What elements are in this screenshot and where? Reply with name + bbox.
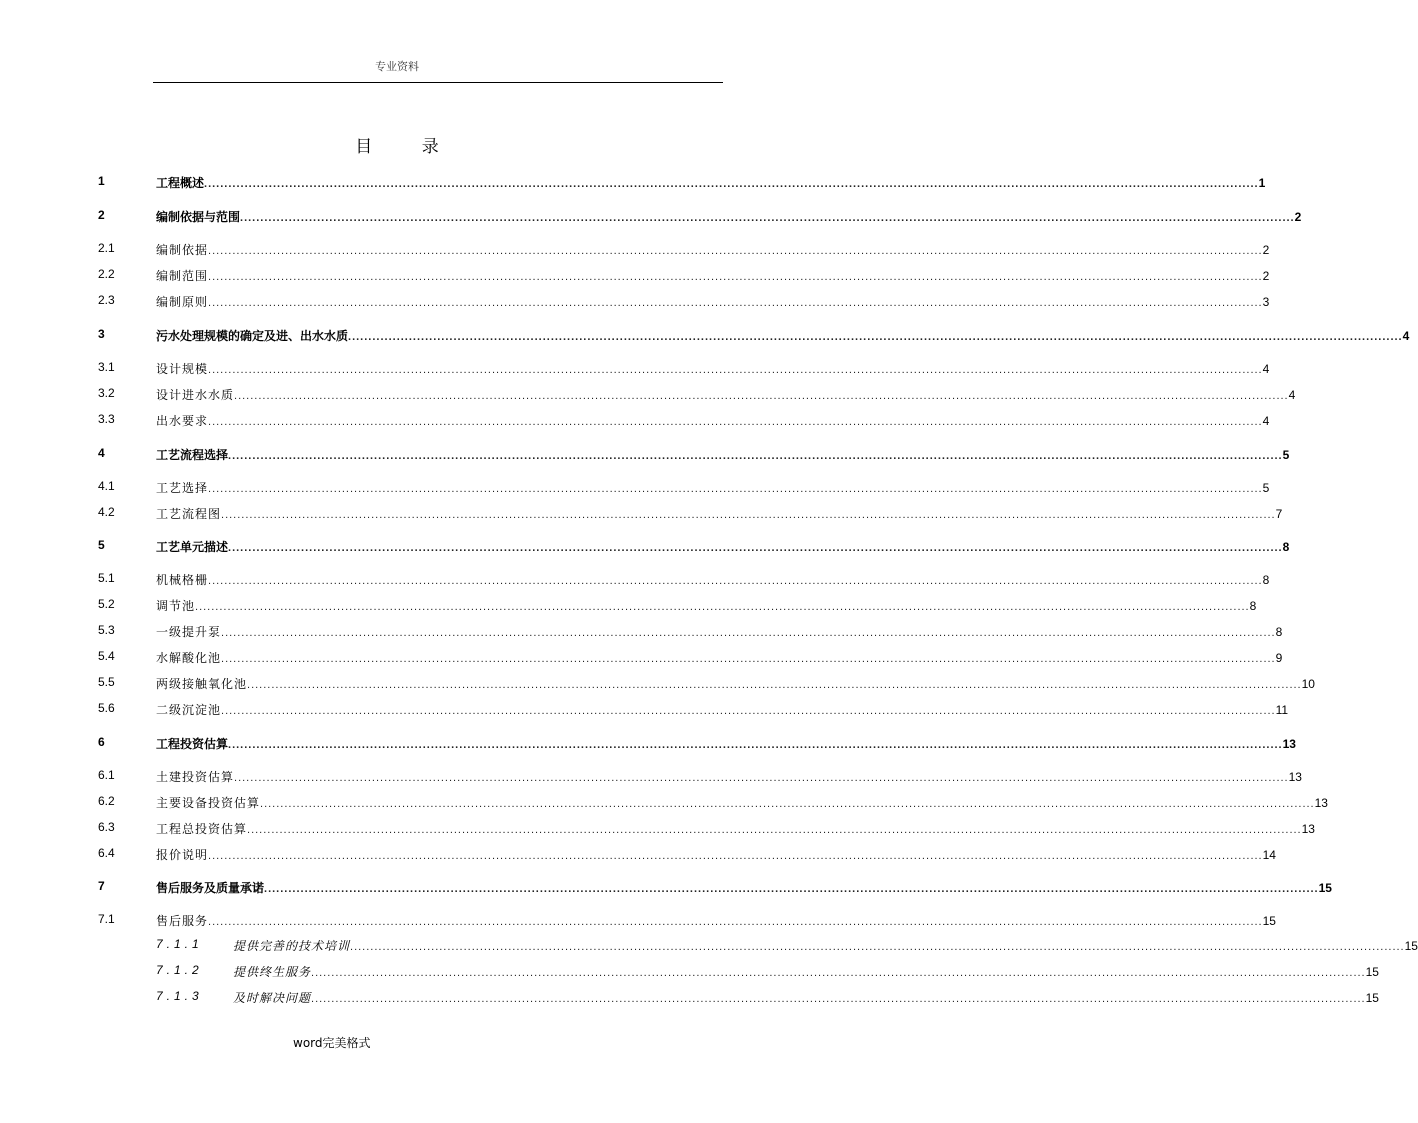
toc-entry-line	[233, 963, 1379, 980]
toc-entry[interactable]	[0, 675, 1315, 693]
toc-entry-number: 6.4	[98, 846, 115, 860]
toc-entry-number: 4.2	[98, 505, 115, 519]
toc-entry-number: 7.1.3	[156, 989, 203, 1003]
toc-entry[interactable]	[0, 912, 1276, 930]
toc-entry[interactable]	[0, 623, 1283, 641]
toc-dot-leader: ....................................................................................................................................................................................................................................................................	[311, 993, 1366, 1005]
toc-entry-line	[156, 649, 1283, 666]
toc-dot-leader: ....................................................................................................................................................................................................................................................................	[350, 941, 1405, 953]
toc-entry-page: 10	[1301, 677, 1315, 691]
toc-entry[interactable]	[0, 327, 1410, 345]
toc-dot-leader: ....................................................................................................................................................................................................................................................................	[221, 705, 1276, 717]
toc-entry-number: 5.4	[98, 649, 115, 663]
toc-dot-leader: ....................................................................................................................................................................................................................................................................	[234, 772, 1289, 784]
toc-entry-number: 7.1.2	[156, 963, 203, 977]
toc-entry-page: 4	[1262, 414, 1270, 428]
toc-entry-line	[156, 267, 1270, 284]
toc-entry[interactable]	[0, 267, 1270, 285]
toc-entry-label: 及时解决问题	[233, 991, 312, 1005]
toc-entry-page: 13	[1314, 796, 1328, 810]
toc-entry-label: 工程总投资估算	[156, 822, 248, 836]
toc-entry-label: 机械格栅	[156, 573, 209, 587]
toc-entry-page: 15	[1365, 965, 1379, 979]
page-footer: word完美格式	[293, 1036, 371, 1050]
toc-title: 目 录	[355, 137, 461, 157]
toc-entry-line	[156, 768, 1302, 785]
toc-entry-page: 13	[1288, 770, 1302, 784]
toc-entry-line	[156, 386, 1296, 403]
toc-entry[interactable]	[0, 446, 1290, 464]
toc-dot-leader: ....................................................................................................................................................................................................................................................................	[311, 967, 1366, 979]
toc-entry[interactable]	[0, 505, 1283, 523]
toc-entry-label: 出水要求	[156, 414, 209, 428]
toc-entry-page: 15	[1262, 914, 1276, 928]
toc-entry-page: 8	[1275, 625, 1283, 639]
toc-entry-number: 2.2	[98, 267, 115, 281]
toc-entry[interactable]	[0, 879, 1332, 897]
toc-entry[interactable]	[0, 701, 1289, 719]
toc-entry-label: 售后服务及质量承诺	[156, 881, 265, 895]
toc-entry-label: 工艺选择	[156, 481, 209, 495]
toc-entry-number: 5.2	[98, 597, 115, 611]
toc-entry[interactable]	[0, 479, 1270, 497]
toc-entry-page: 4	[1288, 388, 1296, 402]
toc-entry-line	[156, 241, 1270, 258]
toc-entry-line	[233, 989, 1379, 1006]
toc-dot-leader: ....................................................................................................................................................................................................................................................................	[208, 245, 1263, 257]
toc-entry-line	[156, 701, 1289, 718]
toc-entry[interactable]	[0, 538, 1290, 556]
toc-entry-line	[156, 479, 1270, 496]
toc-entry[interactable]	[0, 412, 1270, 430]
toc-entry-number: 7.1	[98, 912, 115, 926]
toc-dot-leader: ....................................................................................................................................................................................................................................................................	[208, 416, 1263, 428]
toc-entry[interactable]	[0, 989, 1379, 1007]
toc-entry-label: 主要设备投资估算	[156, 796, 261, 810]
toc-entry-line	[156, 505, 1283, 522]
toc-entry-label: 编制范围	[156, 269, 209, 283]
toc-dot-leader: ....................................................................................................................................................................................................................................................................	[208, 297, 1263, 309]
toc-entry-label: 土建投资估算	[156, 770, 235, 784]
toc-dot-leader: ....................................................................................................................................................................................................................................................................	[228, 450, 1283, 462]
toc-entry-page: 13	[1301, 822, 1315, 836]
toc-entry-page: 15	[1404, 939, 1418, 953]
toc-entry-page: 15	[1318, 881, 1332, 895]
toc-entry-line	[156, 174, 1266, 191]
toc-entry-label: 编制原则	[156, 295, 209, 309]
toc-entry-label: 水解酸化池	[156, 651, 222, 665]
toc-entry-page: 8	[1249, 599, 1257, 613]
toc-entry[interactable]	[0, 360, 1270, 378]
toc-entry-label: 编制依据与范围	[156, 210, 241, 224]
toc-entry-line	[156, 879, 1332, 896]
toc-dot-leader: ....................................................................................................................................................................................................................................................................	[348, 331, 1403, 343]
toc-entry-number: 5.3	[98, 623, 115, 637]
toc-entry[interactable]	[0, 174, 1266, 192]
toc-dot-leader: ....................................................................................................................................................................................................................................................................	[208, 364, 1263, 376]
toc-entry[interactable]	[0, 820, 1315, 838]
toc-entry[interactable]	[0, 386, 1296, 404]
toc-entry-page: 7	[1275, 507, 1283, 521]
toc-entry-number: 7	[98, 879, 105, 893]
toc-dot-leader: ....................................................................................................................................................................................................................................................................	[208, 850, 1263, 862]
toc-dot-leader: ....................................................................................................................................................................................................................................................................	[208, 271, 1263, 283]
toc-dot-leader: ....................................................................................................................................................................................................................................................................	[260, 798, 1315, 810]
toc-dot-leader: ....................................................................................................................................................................................................................................................................	[228, 739, 1283, 751]
toc-entry-page: 9	[1275, 651, 1283, 665]
toc-entry-label: 售后服务	[156, 914, 209, 928]
toc-entry-page: 2	[1262, 243, 1270, 257]
toc-entry-line	[156, 327, 1410, 344]
toc-dot-leader: ....................................................................................................................................................................................................................................................................	[221, 627, 1276, 639]
toc-entry-line	[156, 912, 1276, 929]
toc-entry[interactable]	[0, 794, 1328, 812]
toc-entry[interactable]	[0, 293, 1270, 311]
toc-entry-number: 7.1.1	[156, 937, 203, 951]
toc-entry-number: 5.6	[98, 701, 115, 715]
toc-entry-line	[156, 597, 1257, 614]
toc-entry-number: 2.3	[98, 293, 115, 307]
toc-entry-label: 两级接触氧化池	[156, 677, 248, 691]
toc-entry-line	[156, 794, 1328, 811]
toc-entry-page: 3	[1262, 295, 1270, 309]
toc-entry-label: 工程概述	[156, 176, 205, 190]
toc-dot-leader: ....................................................................................................................................................................................................................................................................	[240, 212, 1295, 224]
toc-entry-number: 4.1	[98, 479, 115, 493]
toc-entry[interactable]	[0, 571, 1270, 589]
toc-entry-label: 工艺流程图	[156, 507, 222, 521]
toc-entry[interactable]	[0, 597, 1257, 615]
toc-entry-number: 3	[98, 327, 105, 341]
toc-entry-page: 5	[1262, 481, 1270, 495]
toc-entry-label: 提供终生服务	[233, 965, 312, 979]
toc-dot-leader: ....................................................................................................................................................................................................................................................................	[204, 178, 1259, 190]
toc-entry-line	[156, 293, 1270, 310]
toc-entry-line	[156, 208, 1302, 225]
toc-entry-label: 调节池	[156, 599, 196, 613]
toc-entry-number: 6.2	[98, 794, 115, 808]
toc-entry-number: 5.5	[98, 675, 115, 689]
toc-entry-line	[156, 735, 1296, 752]
toc-entry[interactable]	[0, 846, 1276, 864]
toc-entry[interactable]	[0, 241, 1270, 259]
toc-dot-leader: ....................................................................................................................................................................................................................................................................	[208, 916, 1263, 928]
toc-entry-number: 5.1	[98, 571, 115, 585]
toc-entry-number: 3.1	[98, 360, 115, 374]
toc-entry-label: 一级提升泵	[156, 625, 222, 639]
toc-entry-label: 设计规模	[156, 362, 209, 376]
toc-entry-label: 提供完善的技术培训	[233, 939, 351, 953]
toc-entry-page: 2	[1262, 269, 1270, 283]
toc-entry-number: 6	[98, 735, 105, 749]
toc-entry-label: 工程投资估算	[156, 737, 229, 751]
toc-dot-leader: ....................................................................................................................................................................................................................................................................	[228, 542, 1283, 554]
toc-entry-label: 污水处理规模的确定及进、出水水质	[156, 329, 349, 343]
toc-dot-leader: ....................................................................................................................................................................................................................................................................	[247, 824, 1302, 836]
toc-dot-leader: ....................................................................................................................................................................................................................................................................	[234, 390, 1289, 402]
toc-entry-line	[156, 571, 1270, 588]
toc-entry-label: 工艺单元描述	[156, 540, 229, 554]
toc-entry-label: 设计进水水质	[156, 388, 235, 402]
toc-entry-page: 13	[1282, 737, 1296, 751]
toc-entry-page: 5	[1282, 448, 1290, 462]
toc-entry-line	[156, 538, 1290, 555]
toc-entry-page: 11	[1275, 703, 1289, 717]
toc-entry-number: 1	[98, 174, 105, 188]
toc-entry-line	[156, 846, 1276, 863]
toc-entry-line	[156, 412, 1270, 429]
toc-entry-line	[156, 360, 1270, 377]
toc-entry-page: 1	[1258, 176, 1266, 190]
toc-dot-leader: ....................................................................................................................................................................................................................................................................	[195, 601, 1250, 613]
toc-entry-page: 2	[1294, 210, 1302, 224]
toc-entry[interactable]	[0, 937, 1418, 955]
toc-entry-label: 二级沉淀池	[156, 703, 222, 717]
page-header: 专业资料	[375, 60, 419, 73]
toc-entry[interactable]	[0, 208, 1302, 226]
toc-entry-page: 4	[1262, 362, 1270, 376]
toc-entry[interactable]	[0, 768, 1302, 786]
toc-entry-line	[156, 675, 1315, 692]
toc-dot-leader: ....................................................................................................................................................................................................................................................................	[247, 679, 1302, 691]
toc-entry-page: 15	[1365, 991, 1379, 1005]
toc-entry[interactable]	[0, 963, 1379, 981]
toc-entry-label: 编制依据	[156, 243, 209, 257]
toc-entry-line	[156, 446, 1290, 463]
toc-entry[interactable]	[0, 649, 1283, 667]
toc-entry-number: 6.1	[98, 768, 115, 782]
toc-entry-page: 4	[1402, 329, 1410, 343]
toc-entry-page: 8	[1282, 540, 1290, 554]
toc-dot-leader: ....................................................................................................................................................................................................................................................................	[264, 883, 1319, 895]
toc-entry-number: 4	[98, 446, 105, 460]
toc-dot-leader: ....................................................................................................................................................................................................................................................................	[208, 483, 1263, 495]
toc-entry-number: 3.3	[98, 412, 115, 426]
toc-entry-line	[156, 820, 1315, 837]
toc-entry-line	[233, 937, 1418, 954]
toc-dot-leader: ....................................................................................................................................................................................................................................................................	[208, 575, 1263, 587]
toc-entry-page: 14	[1262, 848, 1276, 862]
toc-entry-label: 工艺流程选择	[156, 448, 229, 462]
toc-entry-line	[156, 623, 1283, 640]
toc-entry-label: 报价说明	[156, 848, 209, 862]
toc-entry[interactable]	[0, 735, 1296, 753]
toc-entry-number: 2.1	[98, 241, 115, 255]
toc-dot-leader: ....................................................................................................................................................................................................................................................................	[221, 509, 1276, 521]
toc-entry-number: 3.2	[98, 386, 115, 400]
toc-dot-leader: ....................................................................................................................................................................................................................................................................	[221, 653, 1276, 665]
toc-entry-number: 6.3	[98, 820, 115, 834]
toc-entry-number: 5	[98, 538, 105, 552]
toc-entry-page: 8	[1262, 573, 1270, 587]
toc-entry-number: 2	[98, 208, 105, 222]
